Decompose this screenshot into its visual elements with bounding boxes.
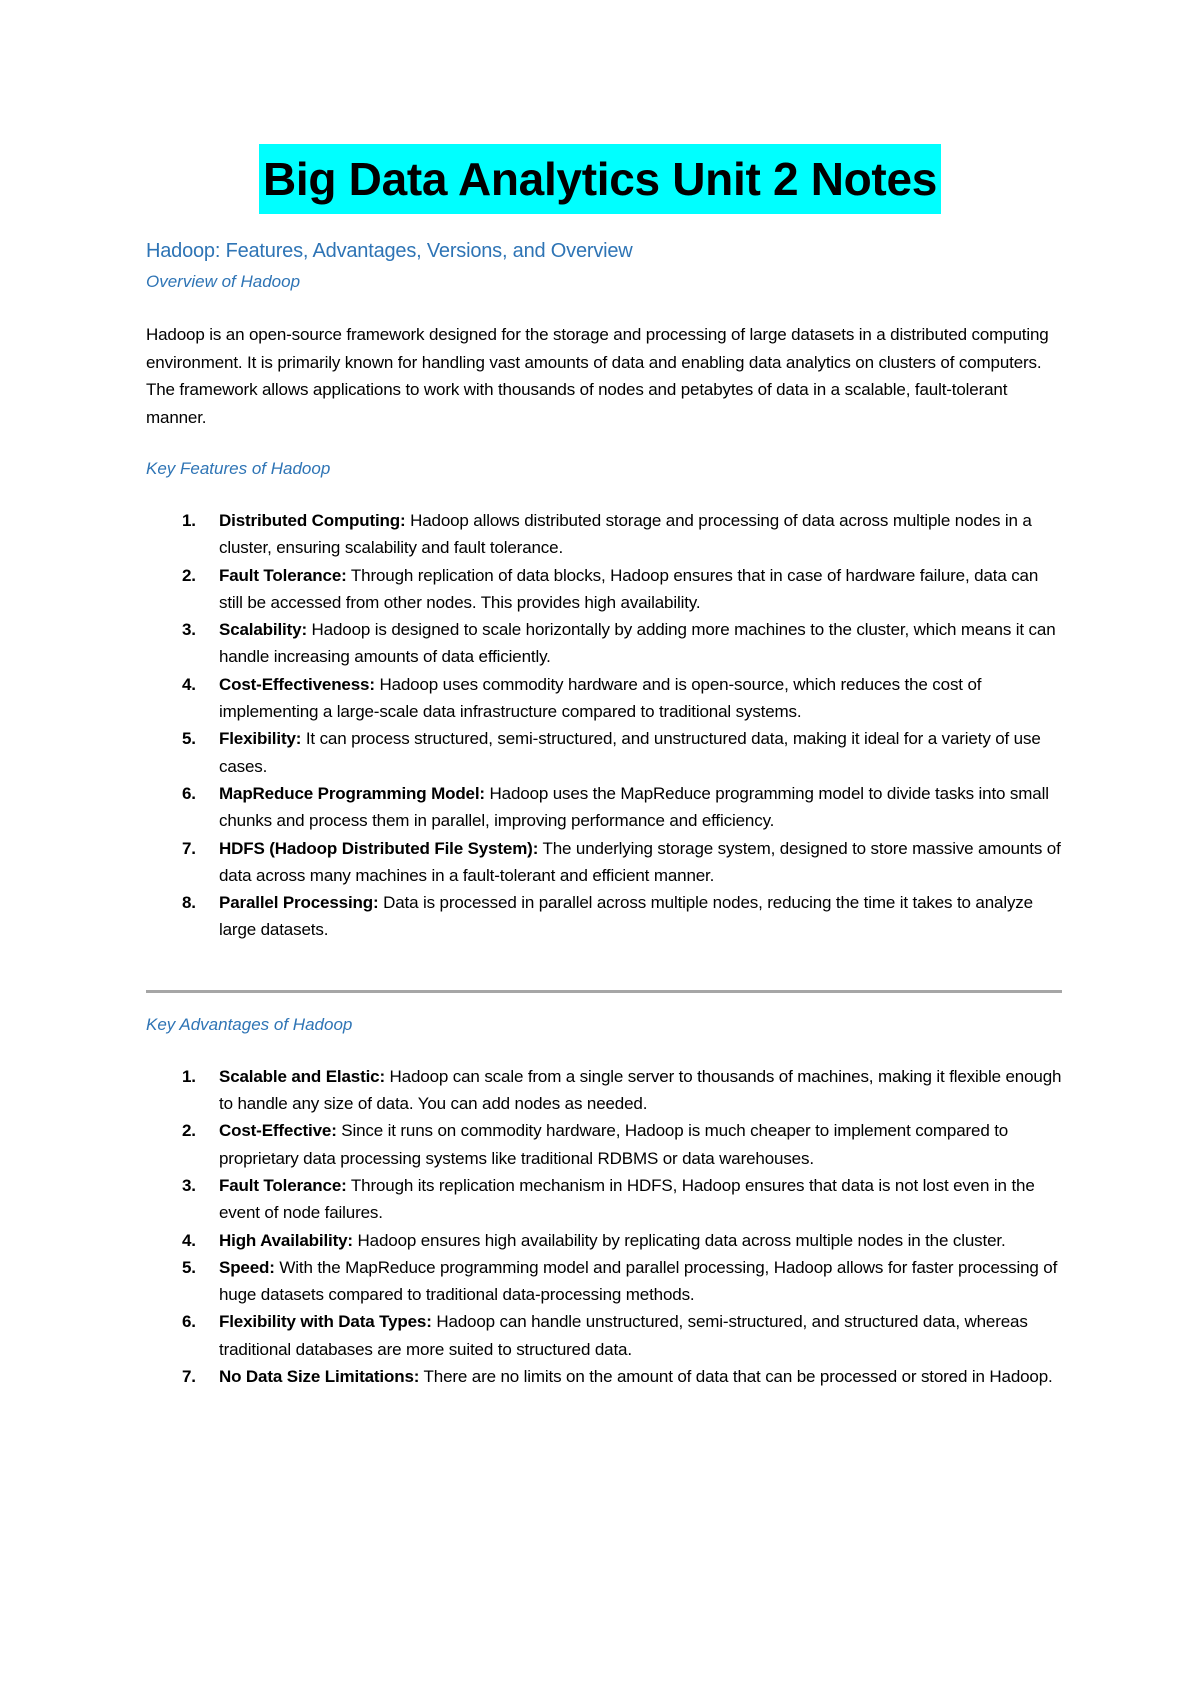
list-number: 5. [182, 1257, 196, 1277]
list-item [146, 562, 1066, 617]
list-term: High Availability: [219, 1230, 353, 1250]
list-text: It can process structured, semi-structured, and unstructured data, making it ideal for a variety of use cases. [219, 729, 1041, 776]
list-text: Hadoop allows distributed storage and processing of data across multiple nodes in a cluster, ensuring scalability and fault tolerance. [219, 511, 1032, 558]
list-text: Hadoop is designed to scale horizontally by adding more machines to the cluster, which means it can handle increasing amounts of data efficiently. [219, 620, 1056, 667]
list-text: There are no limits on the amount of data that can be processed or stored in Hadoop. [419, 1367, 1053, 1387]
list-term: MapReduce Programming Model: [219, 783, 485, 803]
list-text: Since it runs on commodity hardware, Hadoop is much cheaper to implement compared to proprietary data processing systems like traditional RDBMS or data warehouses. [219, 1121, 1009, 1168]
list-term: Parallel Processing: [219, 893, 379, 913]
list-text: Through replication of data blocks, Hadoop ensures that in case of hardware failure, data can still be accessed from other nodes. This provides high availability. [219, 565, 1039, 612]
list-number: 2. [182, 1121, 196, 1141]
list-item [146, 1308, 1066, 1363]
list-item [146, 1363, 1066, 1390]
list-number: 1. [182, 1066, 196, 1086]
list-item [146, 1172, 1066, 1227]
list-item [146, 780, 1066, 835]
list-term: No Data Size Limitations: [219, 1367, 420, 1387]
list-item [146, 889, 1066, 944]
list-item [146, 1063, 1066, 1118]
list-number: 5. [182, 729, 196, 749]
list-text: Through its replication mechanism in HDFS, Hadoop ensures that data is not lost even in the event of node failures. [219, 1175, 1035, 1223]
list-item [146, 616, 1066, 671]
features-list [146, 507, 1066, 944]
list-term: Fault Tolerance: [219, 1175, 347, 1195]
list-number: 4. [182, 1230, 196, 1250]
list-item [146, 1227, 1066, 1254]
list-number: 3. [182, 620, 196, 640]
list-item [146, 1117, 1066, 1172]
list-number: 7. [182, 1367, 196, 1387]
list-text: With the MapReduce programming model and parallel processing, Hadoop allows for faster processing of huge datasets compared to traditional data-processing methods. [219, 1257, 1058, 1305]
list-number: 6. [182, 1312, 196, 1332]
list-number: 1. [182, 511, 196, 530]
list-number: 6. [182, 783, 196, 803]
list-number: 3. [182, 1175, 196, 1195]
list-text: The underlying storage system, designed to store massive amounts of data across many machines in a fault-tolerant and efficient manner. [219, 838, 1061, 885]
list-text: Hadoop uses the MapReduce programming model to divide tasks into small chunks and process them in parallel, improving performance and efficiency. [219, 783, 1049, 831]
features-heading: Key Features of Hadoop [146, 459, 331, 478]
list-term: Cost-Effectiveness: [219, 674, 375, 694]
horizontal-rule [146, 990, 1062, 993]
list-item [146, 725, 1066, 780]
list-term: Cost-Effective: [219, 1121, 337, 1141]
list-term: HDFS (Hadoop Distributed File System): [219, 838, 539, 858]
title-block [0, 144, 1200, 214]
advantages-list [146, 1063, 1066, 1391]
list-number: 4. [182, 674, 196, 694]
list-term: Flexibility with Data Types: [219, 1312, 432, 1332]
list-term: Scalability: [219, 620, 307, 640]
overview-heading: Overview of Hadoop [146, 272, 301, 291]
list-term: Distributed Computing: [219, 511, 406, 530]
document-body [146, 236, 1066, 1390]
list-text: Hadoop can handle unstructured, semi-structured, and structured data, whereas traditional databases are more suited to structured data. [219, 1312, 1028, 1359]
list-item [146, 507, 1066, 562]
list-text: Hadoop can scale from a single server to thousands of machines, making it flexible enough to handle any size of data. You can add nodes as needed. [219, 1066, 1062, 1114]
overview-paragraph: Hadoop is an open-source framework designed for the storage and processing of large datasets in a distributed computing environment. It is primarily known for handling vast amounts of data and enabling data analytics on clusters of computers. The framework allows applications to work with thousands of nodes and petabytes of data in a scalable, fault-tolerant manner. [146, 325, 1049, 427]
list-term: Flexibility: [219, 729, 302, 749]
list-number: 8. [182, 893, 196, 913]
list-text: Hadoop ensures high availability by replicating data across multiple nodes in the cluster. [352, 1230, 1006, 1250]
list-term: Speed: [219, 1257, 275, 1277]
section-heading: Hadoop: Features, Advantages, Versions, and Overview [146, 240, 633, 262]
list-term: Fault Tolerance: [219, 565, 347, 585]
list-item [146, 835, 1066, 890]
list-number: 7. [182, 838, 196, 858]
list-term: Scalable and Elastic: [219, 1066, 385, 1086]
page-title: Big Data Analytics Unit 2 Notes [259, 144, 941, 214]
list-item [146, 1254, 1066, 1309]
advantages-heading: Key Advantages of Hadoop [146, 1014, 353, 1034]
list-item [146, 671, 1066, 726]
list-number: 2. [182, 565, 196, 585]
list-text: Hadoop uses commodity hardware and is open-source, which reduces the cost of implementing a large-scale data infrastructure compared to traditional systems. [219, 674, 982, 722]
list-text: Data is processed in parallel across multiple nodes, reducing the time it takes to analyze large datasets. [219, 893, 1033, 940]
